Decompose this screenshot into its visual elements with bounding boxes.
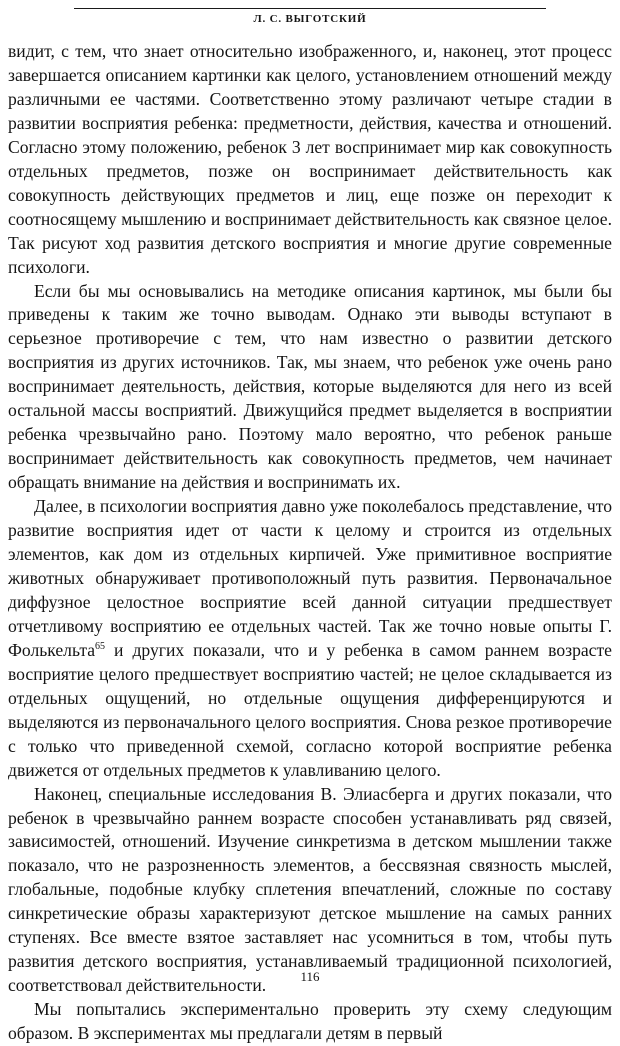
paragraph-4: Наконец, специальные исследования В. Элиасберга и других показали, что ребенок в чрезвычайно раннем возрасте способен устанавливать ряд связей, зависимостей, отношений. Изучение синкретизма в детском мышлении также показало, что не разрозненность элементов, а бессвязная связность мыслей, глобальные, подобные клубку сплетения впечатлений, сложные по составу синкретические образы характеризуют детское мышление на самых ранних ступенях. Все вместе взятое заставляет нас усомниться в том, чтобы путь развития детского восприятия, устанавливаемый традиционной психологией, соответствовал действительности.: [8, 783, 612, 996]
paragraph-5: Мы попытались экспериментально проверить эту схему следующим образом. В экспериментах мы предлагали детям в первый: [8, 999, 612, 1044]
running-head: Л. С. ВЫГОТСКИЙ: [253, 13, 367, 25]
paragraph-3-text-after: и других показали, что и у ребенка в самом раннем возрасте восприятие целого предшествует восприятию частей; не целое складывается из отдельных ощущений, но отдельные ощущения дифференцируются и выделяются из первоначального целого восприятия. Снова резкое противоречие с только что приведенной схемой, согласно которой восприятие ребенка движется от отдельных предметов к улавливанию целого.: [8, 639, 612, 780]
body-text: [8, 40, 612, 1046]
paragraph-2: Если бы мы основывались на методике описания картинок, мы были бы приведены к таким же точно выводам. Однако эти выводы вступают в серьезное противоречие с тем, что нам известно о развитии детского восприятия из других источников. Так, мы знаем, что ребенок уже очень рано воспринимает деятельность, действия, которые выделяются для него из всей остальной массы восприятий. Движущийся предмет выделяется в восприятии ребенка чрезвычайно рано. Поэтому мало вероятно, что ребенок раньше воспринимает действительность как совокупность предметов, чем начинает обращать внимание на действия и воспринимать их.: [8, 280, 612, 493]
paragraph-3: [8, 495, 612, 782]
header-rule: [74, 8, 546, 9]
paragraph-3-text-before: Далее, в психологии восприятия давно уже поколебалось представление, что развитие восприятия идет от части к целому и строится из отдельных элементов, как дом из отдельных кирпичей. Уже примитивное восприятие животных обнаруживает противоположный путь развития. Первоначальное диффузное целостное восприятие всей данной ситуации предшествует отчетливому восприятию ее отдельных частей. Так же точно новые опыты Г. Фолькельта: [8, 496, 612, 660]
paragraph-1: видит, с тем, что знает относительно изображенного, и, наконец, этот процесс завершается описанием картинки как целого, установлением отношений между различными ее частями. Соответственно этому различают четыре стадии в развитии восприятия ребенка: предметности, действия, качества и отношений. Согласно этому положению, ребенок 3 лет воспринимает мир как совокупность отдельных предметов, позже он воспринимает действительность как совокупность действующих предметов и лиц, еще позже он переходит к соотносящему мышлению и воспринимает действительность как связное целое. Так рисуют ход развития детского восприятия и многие другие современные психологи.: [8, 41, 612, 277]
page-number: 116: [300, 969, 320, 984]
footnote-ref-65[interactable]: 65: [95, 640, 106, 652]
